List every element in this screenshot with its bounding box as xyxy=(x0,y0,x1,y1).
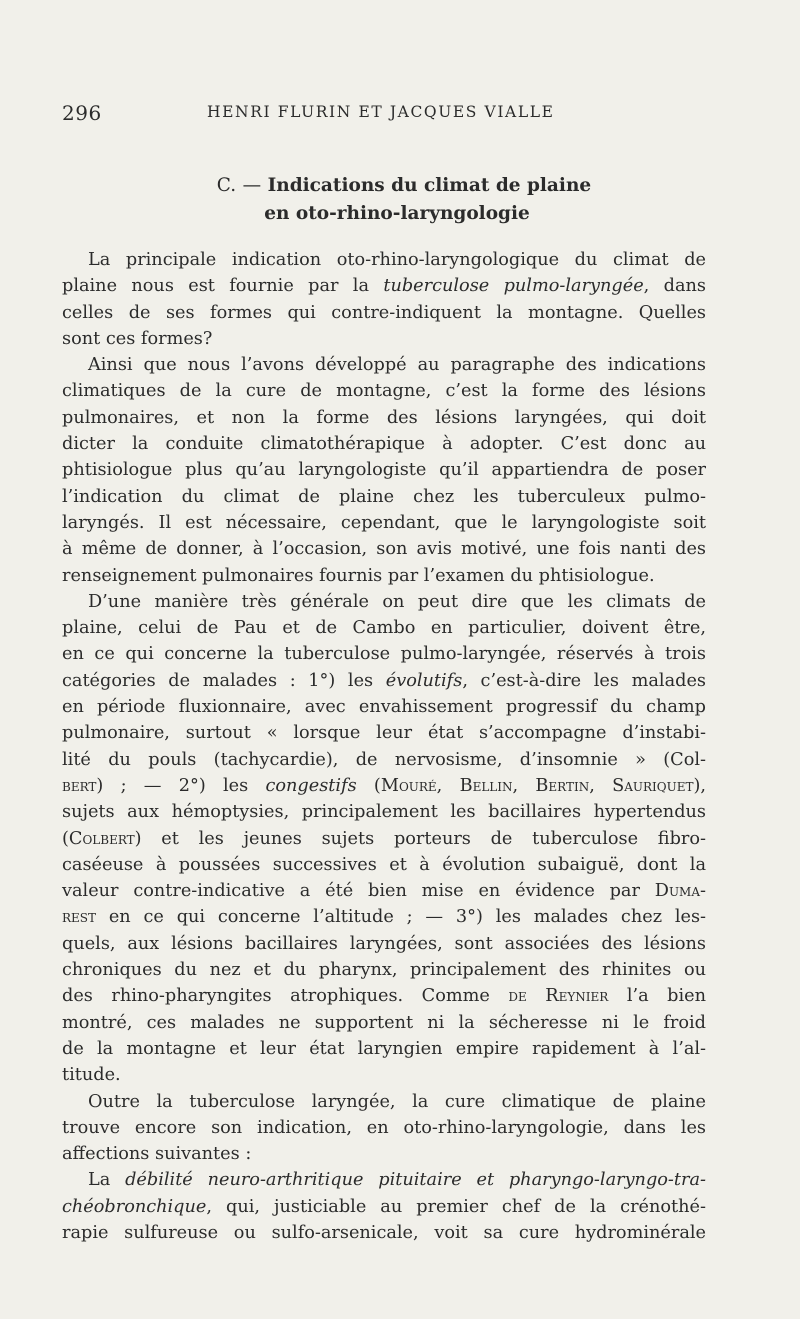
text-line: lité du pouls (tachycardie), de nervosisme, d’insomnie » (Col- xyxy=(62,749,706,770)
paragraph-3 xyxy=(62,589,706,1089)
text-run: , dans xyxy=(643,276,706,297)
running-head: HENRI FLURIN ET JACQUES VIALLE xyxy=(207,103,555,121)
text-line: sujets aux hémoptysies, principalement les bacillaires hypertendus xyxy=(62,802,706,823)
italic-term: tuberculose pulmo-laryngée xyxy=(383,276,644,297)
text-line: renseignement pulmonaires fournis par l’examen du phtisiologue. xyxy=(62,565,655,586)
text-line: rapie sulfureuse ou sulfo-arsenicale, voit sa cure hydrominérale xyxy=(62,1222,706,1243)
text-line: affections suivantes : xyxy=(62,1144,252,1165)
text-line: D’une manière très générale on peut dire que les climats de xyxy=(88,591,706,612)
author-name: rest xyxy=(62,907,97,928)
text-line: en période fluxionnaire, avec envahissement progressif du champ xyxy=(62,697,706,718)
text-run: , qui, justiciable au premier chef de la crénothé- xyxy=(206,1196,706,1217)
italic-term: congestifs xyxy=(265,775,357,796)
body-text xyxy=(62,247,706,1246)
author-name: de Reynier xyxy=(508,986,609,1007)
text-line: dicter la conduite climatothérapique à adopter. C’est donc au xyxy=(62,434,706,455)
text-line: quels, aux lésions bacillaires laryngées, sont associées des lésions xyxy=(62,933,706,954)
text-run: La xyxy=(88,1170,126,1191)
paragraph-2 xyxy=(62,352,706,589)
text-run: ), xyxy=(693,775,707,796)
paragraph-4 xyxy=(62,1089,706,1168)
text-line xyxy=(62,273,706,299)
text-line: pulmonaires, et non la forme des lésions laryngées, qui doit xyxy=(62,407,706,428)
section-letter: C. xyxy=(216,175,237,196)
text-line: celles de ses formes qui contre-indiquent la montagne. Quelles xyxy=(62,302,706,323)
text-line: Ainsi que nous l’avons développé au paragraphe des indications xyxy=(88,355,706,376)
text-line: à même de donner, à l’occasion, son avis motivé, une fois nanti des xyxy=(62,539,706,560)
text-line xyxy=(62,1167,706,1193)
text-run: ) et les jeunes sujets porteurs de tuberculose fibro- xyxy=(134,828,706,849)
text-line: en ce qui concerne la tuberculose pulmo-laryngée, réservés à trois xyxy=(62,644,706,665)
author-name: Duma- xyxy=(654,881,706,902)
text-run: des rhino-pharyngites atrophiques. Comme xyxy=(62,986,509,1007)
author-names: Mouré, Bellin, Bertin, Sauriquet xyxy=(380,775,694,796)
section-title-1: Indications du climat de plaine xyxy=(267,175,592,196)
text-line: caséeuse à poussées successives et à évolution subaiguë, dont la xyxy=(62,854,706,875)
author-name: Colbert xyxy=(68,828,135,849)
text-line: Outre la tuberculose laryngée, la cure climatique de plaine xyxy=(88,1091,706,1112)
text-run: valeur contre-indicative a été bien mise en évidence par xyxy=(62,881,655,902)
paragraph-5 xyxy=(62,1167,706,1246)
italic-term: chéobronchique xyxy=(62,1196,207,1217)
text-line xyxy=(62,904,706,930)
text-line: phtisiologue plus qu’au laryngologiste qu’il appartiendra de poser xyxy=(62,460,706,481)
text-run: catégories de malades : 1°) les xyxy=(62,670,386,691)
text-line: laryngés. Il est nécessaire, cependant, que le laryngologiste soit xyxy=(62,512,706,533)
text-line: sont ces formes? xyxy=(62,328,213,349)
text-line xyxy=(62,878,706,904)
text-run: ) ; — 2°) les xyxy=(96,775,266,796)
text-line: plaine, celui de Pau et de Cambo en particulier, doivent être, xyxy=(62,618,706,639)
text-line: de la montagne et leur état laryngien empire rapidement à l’al- xyxy=(62,1038,706,1059)
text-run: , c’est-à-dire les malades xyxy=(462,670,706,691)
section-heading-line-1 xyxy=(62,172,732,200)
page-number: 296 xyxy=(62,101,102,125)
text-line: montré, ces malades ne supportent ni la sécheresse ni le froid xyxy=(62,1012,706,1033)
text-run: ( xyxy=(356,775,381,796)
text-line: La principale indication oto-rhino-laryngologique du climat de xyxy=(88,250,706,270)
text-run: plaine nous est fournie par la xyxy=(62,276,384,297)
text-line: chroniques du nez et du pharynx, principalement des rhinites ou xyxy=(62,960,706,981)
section-dash: — xyxy=(242,175,262,196)
text-line xyxy=(62,1194,706,1220)
section-heading xyxy=(62,172,732,228)
section-title-2: en oto-rhino-laryngologie xyxy=(264,203,530,224)
text-line xyxy=(62,826,706,852)
text-line: l’indication du climat de plaine chez les tuberculeux pulmo- xyxy=(62,486,706,507)
text-line: titude. xyxy=(62,1065,121,1086)
italic-term: évolutifs xyxy=(385,670,463,691)
text-line: climatiques de la cure de montagne, c’est la forme des lésions xyxy=(62,381,706,402)
text-line xyxy=(62,668,706,694)
page-header xyxy=(62,101,732,125)
italic-term: débilité neuro-arthritique pituitaire et pharyngo-laryngo-tra- xyxy=(125,1170,706,1191)
text-run: ( xyxy=(62,828,69,849)
text-run: l’a bien xyxy=(608,986,706,1007)
author-name: bert xyxy=(62,775,97,796)
text-line: trouve encore son indication, en oto-rhino-laryngologie, dans les xyxy=(62,1117,706,1138)
text-line xyxy=(62,983,706,1009)
text-run: en ce qui concerne l’altitude ; — 3°) les malades chez les- xyxy=(96,907,706,928)
text-line: pulmonaire, surtout « lorsque leur état s’accompagne d’instabi- xyxy=(62,723,706,744)
paragraph-1 xyxy=(62,247,706,352)
text-line xyxy=(62,773,706,799)
